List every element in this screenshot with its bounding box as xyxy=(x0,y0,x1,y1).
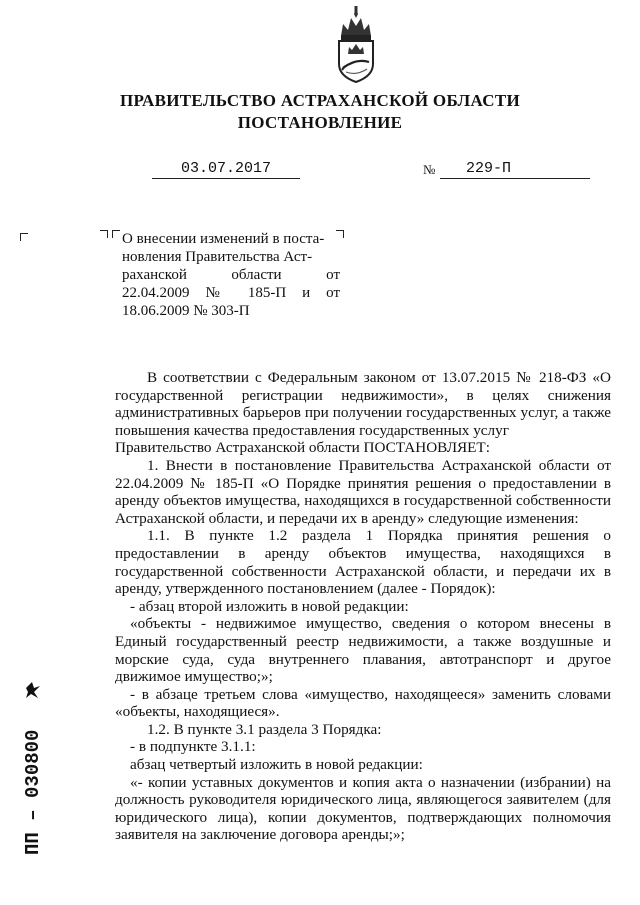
body-paragraph: - в абзаце третьем слова «имущество, находящееся» заменить словами «объекты, находящиеся». xyxy=(115,685,611,721)
subject-line: 22.04.2009 № 185-П и от xyxy=(122,285,340,301)
body-paragraph: 1. Внести в постановление Правительства Астраханской области от 22.04.2009 № 185-П «О Порядке принятия решения о предоставлении в аренду объектов имущества, находящихся в государственной собственности Астраханской области, и передачи их в аренду» следующие изменения: xyxy=(115,456,611,527)
stamp-mark-icon xyxy=(26,682,40,698)
subject-line: О внесении изменений в поста- xyxy=(122,231,325,247)
subject-line: раханской области от xyxy=(122,267,340,283)
body-paragraph: «объекты - недвижимое имущество, сведения о котором внесены в Единый государственный реестр недвижимости, а также воздушные и морские суда, суда внутреннего плавания, автотранспорт и другое движимое имущество;»; xyxy=(115,615,611,686)
corner-mark-subject-left-a xyxy=(100,230,108,238)
government-title: ПРАВИТЕЛЬСТВО АСТРАХАНСКОЙ ОБЛАСТИ xyxy=(120,91,520,110)
subject-line: новления Правительства Аст- xyxy=(122,249,313,265)
body-paragraph: В соответствии с Федеральным законом от 13.07.2015 № 218-ФЗ «О государственной регистрации недвижимости», в целях снижения административных барьеров при получении государственных услуг, а также повышения качества предоставления государственных услуг xyxy=(115,369,611,439)
corner-mark-left xyxy=(20,233,28,241)
subject-line: 18.06.2009 № 303-П xyxy=(122,303,250,319)
body-paragraph: «- копии уставных документов и копия акта о назначении (избрании) на должность руководителя юридического лица, являющегося заявителем (для юридического лица), копии документов, подтверждающих полномочия заявителя на заключение договора аренды;»; xyxy=(115,773,611,844)
document-number: 229-П xyxy=(440,160,590,179)
body-paragraph: 1.2. В пункте 3.1 раздела 3 Порядка: xyxy=(147,720,382,738)
document-date: 03.07.2017 xyxy=(152,160,300,179)
body-paragraph: - абзац второй изложить в новой редакции: xyxy=(130,597,409,615)
coat-of-arms-emblem xyxy=(331,6,381,88)
body-paragraph: - в подпункте 3.1.1: xyxy=(130,738,256,756)
document-body xyxy=(115,369,611,844)
serial-number-text: ПП – 030800 xyxy=(22,729,44,855)
number-label: № xyxy=(423,162,436,177)
document-subject xyxy=(122,230,340,320)
corner-mark-subject-left-b xyxy=(112,230,120,238)
body-paragraph: 1.1. В пункте 1.2 раздела 1 Порядка принятия решения о предоставлении в аренду объектов имущества, находящихся в государственной собственности Астраханской области, и передачи их в аренду, утвержденного постановлением (далее - Порядок): xyxy=(115,527,611,598)
document-type-title: ПОСТАНОВЛЕНИЕ xyxy=(237,113,403,132)
body-paragraph: Правительство Астраханской области ПОСТАНОВЛЯЕТ: xyxy=(115,439,490,457)
serial-number-stamp xyxy=(12,680,46,860)
body-paragraph: абзац четвертый изложить в новой редакции: xyxy=(130,756,423,774)
